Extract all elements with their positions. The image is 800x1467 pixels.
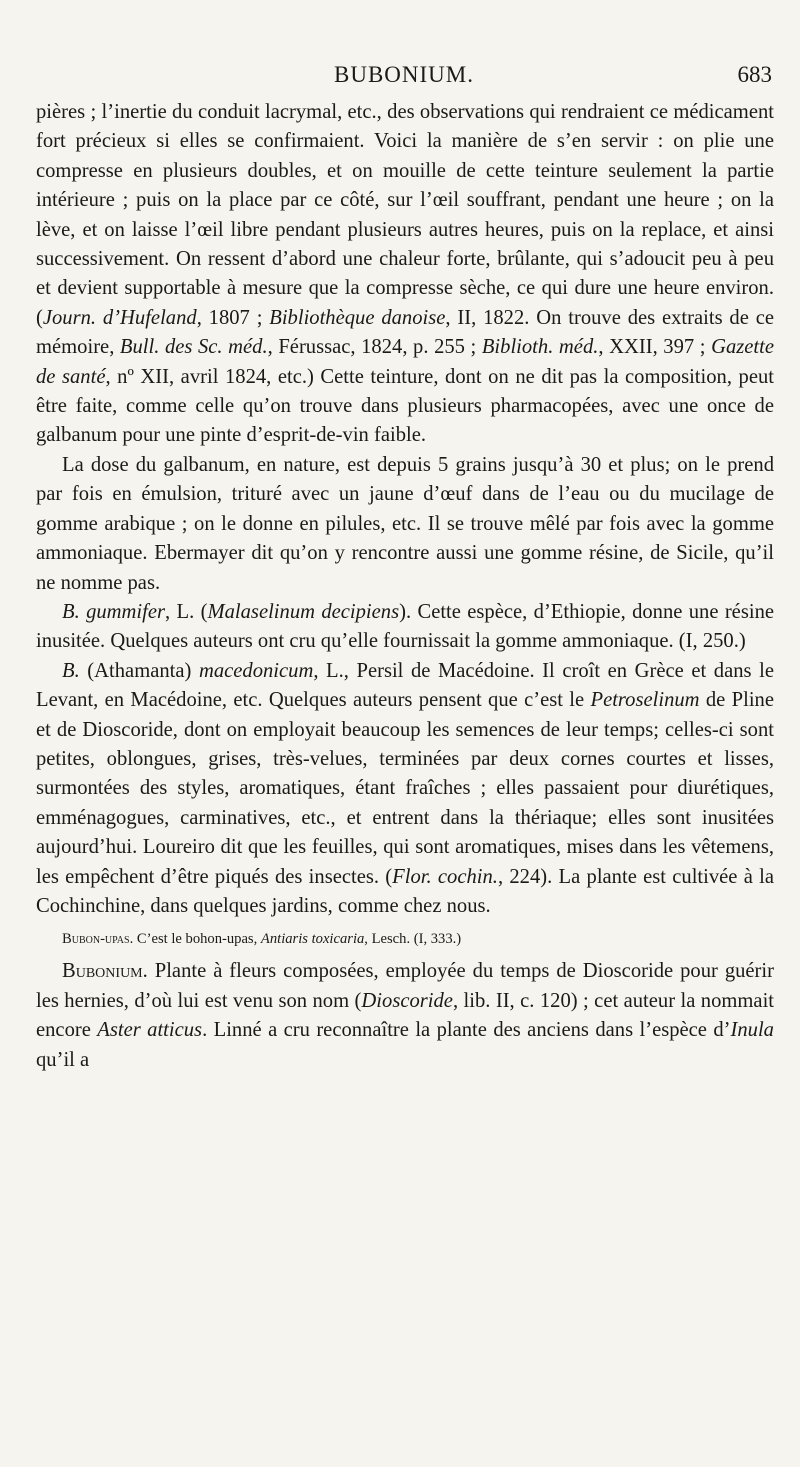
paragraph-b-gummifer: B. gummifer, L. (Malaselinum decipiens). Cette espèce, d’Ethiopie, donne une résine inusitée. Quelques auteurs ont cru qu’elle fournissait la gomme ammoniaque. (I, 250.) [36,600,775,653]
page-header [36,62,772,96]
paragraph-b-macedonicum: B. (Athamanta) macedonicum, L., Persil de Macédoine. Il croît en Grèce et dans le Levant, en Macédoine, etc. Quelques auteurs pensent que c’est le Petroselinum de Pline et de Dioscoride, dont on employait beaucoup les semences de leur temps; celles-ci sont petites, oblongues, grises, très-velues, terminées par deux cornes courtes et lisses, surmontées des styles, aromatiques, étant fraîches ; elles passaient pour diurétiques, emménagogues, carminatives, etc., et entrent dans la thériaque; elles sont inusitées aujourd’hui. Loureiro dit que les feuilles, qui sont aromatiques, mises dans les vêtemens, les empêchent d’être piqués des insectes. (Flor. cochin., 224). La plante est cultivée à la Cochinchine, dans quelques jardins, comme chez nous. [36,659,774,917]
page-number: 683 [737,62,772,87]
entry-bubonium: Bubonium. Plante à fleurs composées, employée du temps de Dioscoride pour guérir les hernies, d’où lui est venu son nom (Dioscoride, lib. II, c. 120) ; cet auteur la nommait encore Aster atticus. Linné a cru reconnaître la plante des anciens dans l’espèce d’Inula qu’il a [36,960,775,1071]
body-text [36,98,774,1075]
paragraph-galbanum-tincture: pières ; l’inertie du conduit lacrymal, etc., des observations qui rendraient ce médicament fort précieux si elles se confirmaient. Voici la manière de s’en servir : on plie une compresse en plusieurs doubles, et on mouille de cette teinture seulement la partie intérieure ; puis on la place par ce côté, sur l’œil souffrant, pendant une heure ; on la lève, et on laisse l’œil libre pendant plusieurs autres heures, puis on la replace, et ainsi successivement. On ressent d’abord une chaleur forte, brûlante, qui s’adoucit peu à peu et devient supportable à mesure que la compresse sèche, ce qui dure une heure environ. (Journ. d’Hufeland, 1807 ; Bibliothèque danoise, II, 1822. On trouve des extraits de ce mémoire, Bull. des Sc. méd., Férussac, 1824, p. 255 ; Biblioth. méd., XXII, 397 ; Gazette de santé, nº XII, avril 1824, etc.) Cette teinture, dont on ne dit pas la composition, peut être faite, comme celle qu’on trouve dans plusieurs pharmacopées, avec une once de galbanum pour une pinte d’esprit-de-vin faible. [36,101,774,447]
paragraph-galbanum-dose: La dose du galbanum, en nature, est depuis 5 grains jusqu’à 30 et plus; on le prend par fois en émulsion, trituré avec un jaune d’œuf dans de l’eau ou du mucilage de gomme arabique ; on le donne en pilules, etc. Il se trouve mêlé par fois avec la gomme ammoniaque. Ebermayer dit qu’on y rencontre aussi une gomme résine, de Sicile, qu’il ne nomme pas. [36,453,774,594]
entry-bubon-upas: Bubon-upas. C’est le bohon-upas, Antiaris toxicaria, Lesch. (I, 333.) [62,931,462,948]
running-title: BUBONIUM. [334,62,474,87]
